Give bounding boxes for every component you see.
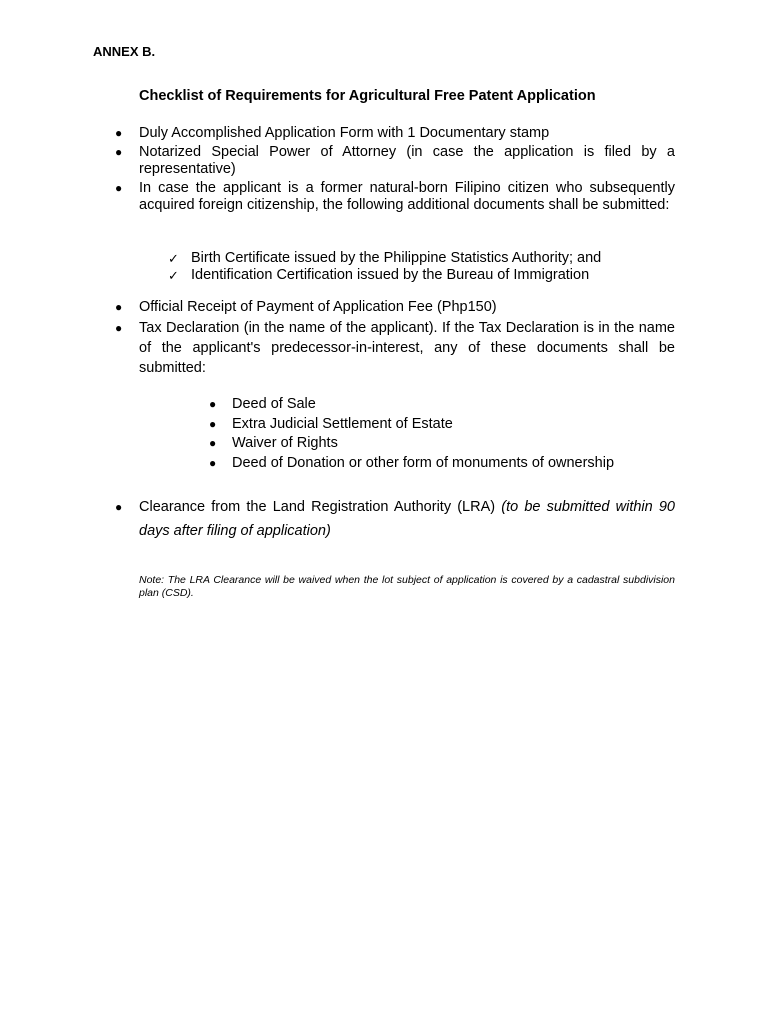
requirement-text [139,495,675,543]
bullet-icon: ● [115,300,123,314]
document-text: Waiver of Rights [232,435,338,451]
requirement-text: Notarized Special Power of Attorney (in case the application is filed by a representative) [139,144,675,177]
document-title: Checklist of Requirements for Agricultural Free Patent Application [139,88,596,104]
list-item [0,454,768,474]
list-item [0,250,768,267]
document-text: Identification Certification issued by the Bureau of Immigration [191,267,590,283]
list-item [0,267,768,284]
requirement-text: Tax Declaration (in the name of the applicant). If the Tax Declaration is in the name of the applicant's predecessor-in-interest, any of these documents shall be submitted: [139,320,675,376]
list-item [0,299,675,316]
requirement-text: In case the applicant is a former natural-born Filipino citizen who subsequently acquired foreign citizenship, the following additional documents shall be submitted: [139,180,675,213]
bullet-icon: ● [115,126,123,140]
lra-note: Note: The LRA Clearance will be waived when the lot subject of application is covered by a cadastral subdivision plan (CSD). [139,574,675,599]
requirement-text: Duly Accomplished Application Form with 1 Documentary stamp [139,125,550,141]
document-text: Extra Judicial Settlement of Estate [232,415,453,432]
bullet-icon: ● [115,145,123,159]
requirements-list-2 [0,299,768,380]
foreign-citizen-documents-list [0,250,768,284]
requirements-list-1 [0,125,768,216]
bullet-icon: ● [209,397,217,411]
lra-clearance-deadline: (to be submitted within 90 days after filing of application) [139,499,675,539]
checkmark-icon: ✓ [168,268,179,283]
list-item [0,434,768,454]
bullet-icon: ● [209,416,217,431]
list-item [0,125,675,142]
bullet-icon: ● [115,500,123,514]
document-text: Deed of Donation or other form of monuments of ownership [232,454,615,471]
document-text: Deed of Sale [232,396,316,412]
document-text: Birth Certificate issued by the Philippine Statistics Authority; and [191,250,602,266]
bullet-icon: ● [209,455,217,470]
bullet-icon: ● [115,321,123,335]
predecessor-documents-list [0,395,768,473]
bullet-icon: ● [115,181,123,195]
list-item [0,144,675,178]
bullet-icon: ● [209,436,217,450]
lra-clearance-text: Clearance from the Land Registration Authority (LRA) [139,499,502,515]
checkmark-icon: ✓ [168,251,179,266]
requirement-text: Official Receipt of Payment of Application Fee (Php150) [139,299,497,315]
annex-label: ANNEX B. [93,44,156,59]
requirements-list-3 [0,495,768,543]
list-item [0,415,768,435]
list-item [0,395,768,415]
list-item [0,495,675,543]
list-item [0,318,675,378]
list-item [0,180,675,214]
